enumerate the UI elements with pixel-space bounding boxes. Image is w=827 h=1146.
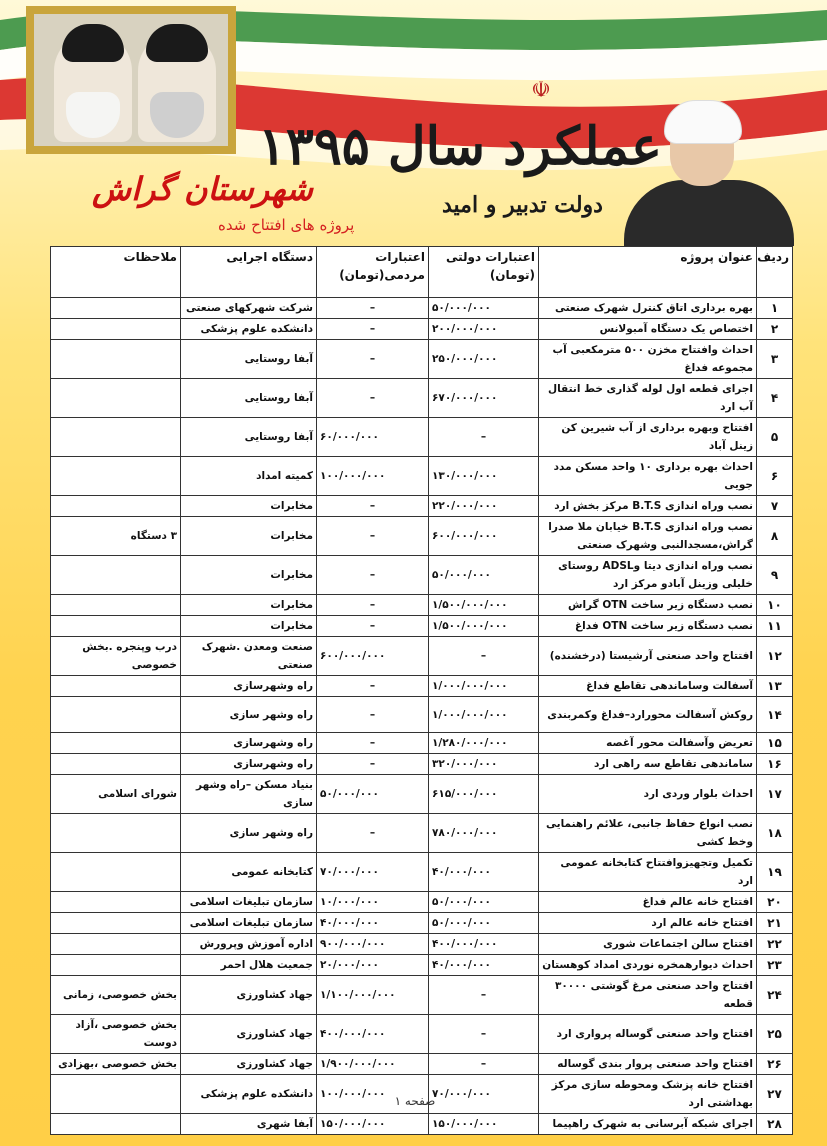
cell-public-credit: ۱/۹۰۰/۰۰۰/۰۰۰ xyxy=(317,1054,429,1075)
cell-gov-credit: – xyxy=(429,976,539,1015)
cell-row-number: ۱۰ xyxy=(757,595,793,616)
cell-gov-credit: – xyxy=(429,637,539,676)
government-slogan: دولت تدبیر و امید xyxy=(442,192,603,218)
table-row xyxy=(51,556,793,595)
cell-executor: راه وشهرسازی xyxy=(181,754,317,775)
cell-notes xyxy=(51,298,181,319)
cell-public-credit: – xyxy=(317,379,429,418)
cell-row-number: ۷ xyxy=(757,496,793,517)
cell-public-credit: ۱۵۰/۰۰۰/۰۰۰ xyxy=(317,1114,429,1135)
cell-project-title: افتتاح وبهره برداری از آب شیرین کن زینل آباد xyxy=(539,418,757,457)
cell-notes xyxy=(51,913,181,934)
cell-gov-credit: – xyxy=(429,1015,539,1054)
cell-row-number: ۱۷ xyxy=(757,775,793,814)
header-gov-credit: اعتبارات دولتی (تومان) xyxy=(429,247,539,298)
table-row xyxy=(51,298,793,319)
cell-executor: کمیته امداد xyxy=(181,457,317,496)
cell-executor: مخابرات xyxy=(181,556,317,595)
cell-notes xyxy=(51,1114,181,1135)
cell-notes: شورای اسلامی xyxy=(51,775,181,814)
leaders-portrait-frame xyxy=(26,6,236,154)
cell-project-title: تعریض وآسفالت محور آغصه xyxy=(539,733,757,754)
table-row xyxy=(51,976,793,1015)
projects-table xyxy=(50,246,793,1135)
cell-row-number: ۲۷ xyxy=(757,1075,793,1114)
table-row xyxy=(51,340,793,379)
cell-project-title: افتتاح خانه عالم فداغ xyxy=(539,892,757,913)
cell-project-title: ساماندهی تقاطع سه راهی ارد xyxy=(539,754,757,775)
cell-project-title: افتتاح خانه پزشک ومحوطه سازی مرکز بهداشتی ارد xyxy=(539,1075,757,1114)
cell-row-number: ۲۴ xyxy=(757,976,793,1015)
cell-public-credit: – xyxy=(317,340,429,379)
cell-project-title: نصب وراه اندازی B.T.S خیابان ملا صدرا گراش،مسجدالنبی وشهرک صنعتی xyxy=(539,517,757,556)
cell-row-number: ۲۱ xyxy=(757,913,793,934)
cell-public-credit: ۱۰/۰۰۰/۰۰۰ xyxy=(317,892,429,913)
table-row xyxy=(51,637,793,676)
cell-project-title: افتتاح واحد صنعتی آرشیستا (درخشنده) xyxy=(539,637,757,676)
cell-executor: مخابرات xyxy=(181,616,317,637)
table-row xyxy=(51,595,793,616)
cell-gov-credit: ۳۲۰/۰۰۰/۰۰۰ xyxy=(429,754,539,775)
cell-row-number: ۱۲ xyxy=(757,637,793,676)
cell-notes xyxy=(51,676,181,697)
cell-executor: آبفا شهری xyxy=(181,1114,317,1135)
cell-project-title: احداث دیوارهمخره نوردی امداد کوهستان xyxy=(539,955,757,976)
table-row xyxy=(51,892,793,913)
header-notes: ملاحظات xyxy=(51,247,181,298)
county-name: شهرستان گراش xyxy=(92,170,313,208)
cell-public-credit: ۱۰۰/۰۰۰/۰۰۰ xyxy=(317,1075,429,1114)
cell-executor: آبفا روستایی xyxy=(181,418,317,457)
cell-gov-credit: ۲۰۰/۰۰۰/۰۰۰ xyxy=(429,319,539,340)
cell-project-title: احداث بهره برداری ۱۰ واحد مسکن مدد جویی xyxy=(539,457,757,496)
cell-row-number: ۱۸ xyxy=(757,814,793,853)
cell-executor: سازمان تبلیغات اسلامی xyxy=(181,892,317,913)
cell-executor: جهاد کشاورزی xyxy=(181,976,317,1015)
table-row xyxy=(51,517,793,556)
cell-gov-credit: ۷۸۰/۰۰۰/۰۰۰ xyxy=(429,814,539,853)
cell-public-credit: – xyxy=(317,556,429,595)
table-row xyxy=(51,457,793,496)
cell-executor: مخابرات xyxy=(181,517,317,556)
cell-executor: دانشکده علوم پزشکی xyxy=(181,319,317,340)
cell-project-title: نصب دستگاه زیر ساخت OTN فداغ xyxy=(539,616,757,637)
cell-row-number: ۲۰ xyxy=(757,892,793,913)
cell-project-title: احداث وافتتاح مخزن ۵۰۰ مترمکعبی آب مجموعه فداغ xyxy=(539,340,757,379)
cell-executor: اداره آموزش وپرورش xyxy=(181,934,317,955)
cell-notes xyxy=(51,319,181,340)
table-row xyxy=(51,697,793,733)
table-row xyxy=(51,913,793,934)
cell-notes xyxy=(51,616,181,637)
page-title: عملکرد سال ۱۳۹۵ xyxy=(258,116,662,177)
cell-notes: بخش خصوصی ،آزاد دوست xyxy=(51,1015,181,1054)
cell-gov-credit: ۵۰/۰۰۰/۰۰۰ xyxy=(429,298,539,319)
cell-notes xyxy=(51,595,181,616)
cell-project-title: افتتاح خانه عالم ارد xyxy=(539,913,757,934)
cell-gov-credit: – xyxy=(429,1054,539,1075)
table-row xyxy=(51,1054,793,1075)
cell-gov-credit: ۲۵۰/۰۰۰/۰۰۰ xyxy=(429,340,539,379)
cell-executor: بنیاد مسکن –راه وشهر سازی xyxy=(181,775,317,814)
table-row xyxy=(51,934,793,955)
cell-executor: راه وشهر سازی xyxy=(181,814,317,853)
cell-executor: کتابخانه عمومی xyxy=(181,853,317,892)
cell-executor: راه وشهر سازی xyxy=(181,697,317,733)
cell-gov-credit: ۱/۵۰۰/۰۰۰/۰۰۰ xyxy=(429,616,539,637)
cell-gov-credit: ۷۰/۰۰۰/۰۰۰ xyxy=(429,1075,539,1114)
cell-executor: شرکت شهرکهای صنعتی xyxy=(181,298,317,319)
cell-public-credit: ۶۰/۰۰۰/۰۰۰ xyxy=(317,418,429,457)
table-row xyxy=(51,616,793,637)
cell-notes: بخش خصوصی، زمانی xyxy=(51,976,181,1015)
table-row xyxy=(51,418,793,457)
cell-notes xyxy=(51,733,181,754)
cell-gov-credit: ۵۰/۰۰۰/۰۰۰ xyxy=(429,892,539,913)
cell-notes: درب وپنجره .بخش خصوصی xyxy=(51,637,181,676)
cell-row-number: ۲۸ xyxy=(757,1114,793,1135)
cell-public-credit: – xyxy=(317,676,429,697)
cell-gov-credit: ۴۰/۰۰۰/۰۰۰ xyxy=(429,955,539,976)
cell-project-title: تکمیل وتجهیزوافتتاح کتابخانه عمومی ارد xyxy=(539,853,757,892)
cell-executor: جهاد کشاورزی xyxy=(181,1054,317,1075)
cell-notes xyxy=(51,556,181,595)
cell-row-number: ۵ xyxy=(757,418,793,457)
cell-project-title: افتتاح واحد صنعتی گوساله پرواری ارد xyxy=(539,1015,757,1054)
cell-row-number: ۱۹ xyxy=(757,853,793,892)
cell-row-number: ۲۵ xyxy=(757,1015,793,1054)
cell-public-credit: – xyxy=(317,517,429,556)
table-row xyxy=(51,379,793,418)
cell-row-number: ۲۳ xyxy=(757,955,793,976)
cell-public-credit: ۴۰/۰۰۰/۰۰۰ xyxy=(317,913,429,934)
table-row xyxy=(51,496,793,517)
cell-public-credit: ۴۰۰/۰۰۰/۰۰۰ xyxy=(317,1015,429,1054)
cell-notes xyxy=(51,379,181,418)
cell-gov-credit: ۵۰/۰۰۰/۰۰۰ xyxy=(429,913,539,934)
cell-public-credit: – xyxy=(317,319,429,340)
table-row xyxy=(51,676,793,697)
cell-gov-credit: ۱/۲۸۰/۰۰۰/۰۰۰ xyxy=(429,733,539,754)
cell-public-credit: ۱/۱۰۰/۰۰۰/۰۰۰ xyxy=(317,976,429,1015)
cell-project-title: نصب انواع حفاظ جانبی، علائم راهنمایی وخط کشی xyxy=(539,814,757,853)
cell-gov-credit: ۱/۵۰۰/۰۰۰/۰۰۰ xyxy=(429,595,539,616)
header-row-no: ردیف xyxy=(757,247,793,298)
cell-notes xyxy=(51,496,181,517)
cell-public-credit: – xyxy=(317,298,429,319)
table-row xyxy=(51,1114,793,1135)
table-row xyxy=(51,319,793,340)
cell-executor: سازمان تبلیغات اسلامی xyxy=(181,913,317,934)
cell-executor: راه وشهرسازی xyxy=(181,676,317,697)
cell-gov-credit: ۴۰۰/۰۰۰/۰۰۰ xyxy=(429,934,539,955)
cell-row-number: ۱۱ xyxy=(757,616,793,637)
cell-project-title: بهره برداری اتاق کنترل شهرک صنعتی xyxy=(539,298,757,319)
table-row xyxy=(51,733,793,754)
cell-row-number: ۲۲ xyxy=(757,934,793,955)
cell-public-credit: – xyxy=(317,616,429,637)
cell-public-credit: ۲۰/۰۰۰/۰۰۰ xyxy=(317,955,429,976)
table-row xyxy=(51,775,793,814)
cell-project-title: اجرای قطعه اول لوله گذاری خط انتقال آب ارد xyxy=(539,379,757,418)
table-row xyxy=(51,955,793,976)
cell-public-credit: ۷۰/۰۰۰/۰۰۰ xyxy=(317,853,429,892)
cell-gov-credit: ۵۰/۰۰۰/۰۰۰ xyxy=(429,556,539,595)
page-number: صفحه ۱ xyxy=(394,1094,436,1108)
iran-emblem-icon: ☫ xyxy=(531,78,551,103)
cell-gov-credit: ۶۰۰/۰۰۰/۰۰۰ xyxy=(429,517,539,556)
cell-project-title: نصب وراه اندازی دیتا وADSL روستای خلیلی وزینل آبادو مرکز ارد xyxy=(539,556,757,595)
cell-notes xyxy=(51,853,181,892)
cell-project-title: نصب دستگاه زیر ساخت OTN گراش xyxy=(539,595,757,616)
cell-project-title: آسفالت وساماندهی تقاطع فداغ xyxy=(539,676,757,697)
cell-project-title: افتتاح واحد صنعتی پروار بندی گوساله xyxy=(539,1054,757,1075)
cell-notes xyxy=(51,955,181,976)
cell-row-number: ۱۳ xyxy=(757,676,793,697)
cell-notes: بخش خصوصی ،بهزادی xyxy=(51,1054,181,1075)
table-row xyxy=(51,853,793,892)
cell-executor: جهاد کشاورزی xyxy=(181,1015,317,1054)
table-row xyxy=(51,754,793,775)
cell-public-credit: ۱۰۰/۰۰۰/۰۰۰ xyxy=(317,457,429,496)
cell-gov-credit: ۲۲۰/۰۰۰/۰۰۰ xyxy=(429,496,539,517)
cell-public-credit: – xyxy=(317,733,429,754)
cell-notes xyxy=(51,418,181,457)
cell-public-credit: – xyxy=(317,595,429,616)
table-row xyxy=(51,814,793,853)
cell-gov-credit: – xyxy=(429,418,539,457)
cell-row-number: ۲۶ xyxy=(757,1054,793,1075)
cell-row-number: ۱۴ xyxy=(757,697,793,733)
cell-row-number: ۸ xyxy=(757,517,793,556)
cell-gov-credit: ۱۵۰/۰۰۰/۰۰۰ xyxy=(429,1114,539,1135)
cell-notes xyxy=(51,340,181,379)
cell-project-title: افتتاح واحد صنعتی مرغ گوشتی ۳۰۰۰۰ قطعه xyxy=(539,976,757,1015)
cell-row-number: ۱ xyxy=(757,298,793,319)
cell-gov-credit: ۶۱۵/۰۰۰/۰۰۰ xyxy=(429,775,539,814)
cell-project-title: نصب وراه اندازی B.T.S مرکز بخش ارد xyxy=(539,496,757,517)
cell-public-credit: – xyxy=(317,814,429,853)
cell-row-number: ۱۶ xyxy=(757,754,793,775)
table-header-row xyxy=(51,247,793,298)
cell-project-title: اجرای شبکه آبرسانی به شهرک راهپیما xyxy=(539,1114,757,1135)
cell-public-credit: – xyxy=(317,496,429,517)
cell-executor: مخابرات xyxy=(181,496,317,517)
cell-public-credit: – xyxy=(317,697,429,733)
cell-project-title: افتتاح سالن اجتماعات شوری xyxy=(539,934,757,955)
cell-executor: آبفا روستایی xyxy=(181,379,317,418)
cell-gov-credit: ۱/۰۰۰/۰۰۰/۰۰۰ xyxy=(429,676,539,697)
cell-notes xyxy=(51,697,181,733)
cell-executor: راه وشهرسازی xyxy=(181,733,317,754)
cell-public-credit: – xyxy=(317,754,429,775)
cell-row-number: ۳ xyxy=(757,340,793,379)
table-row xyxy=(51,1015,793,1054)
cell-public-credit: ۵۰/۰۰۰/۰۰۰ xyxy=(317,775,429,814)
header-executor: دستگاه اجرایی xyxy=(181,247,317,298)
section-subtitle: پروژه های افتتاح شده xyxy=(218,216,355,234)
cell-executor: مخابرات xyxy=(181,595,317,616)
cell-notes xyxy=(51,1075,181,1114)
cell-project-title: روکش آسفالت محورارد–فداغ وکمربندی xyxy=(539,697,757,733)
cell-notes xyxy=(51,457,181,496)
cell-gov-credit: ۱/۰۰۰/۰۰۰/۰۰۰ xyxy=(429,697,539,733)
cell-row-number: ۱۵ xyxy=(757,733,793,754)
cell-executor: جمعیت هلال احمر xyxy=(181,955,317,976)
cell-gov-credit: ۶۷۰/۰۰۰/۰۰۰ xyxy=(429,379,539,418)
cell-row-number: ۴ xyxy=(757,379,793,418)
cell-public-credit: ۹۰۰/۰۰۰/۰۰۰ xyxy=(317,934,429,955)
cell-row-number: ۲ xyxy=(757,319,793,340)
cell-row-number: ۶ xyxy=(757,457,793,496)
cell-notes xyxy=(51,754,181,775)
cell-executor: دانشکده علوم پزشکی xyxy=(181,1075,317,1114)
cell-notes: ۳ دستگاه xyxy=(51,517,181,556)
cell-gov-credit: ۴۰/۰۰۰/۰۰۰ xyxy=(429,853,539,892)
cell-row-number: ۹ xyxy=(757,556,793,595)
cell-project-title: احداث بلوار وردی ارد xyxy=(539,775,757,814)
cell-executor: صنعت ومعدن .شهرک صنعتی xyxy=(181,637,317,676)
cell-notes xyxy=(51,814,181,853)
cell-gov-credit: ۱۳۰/۰۰۰/۰۰۰ xyxy=(429,457,539,496)
header-project-title: عنوان پروژه xyxy=(539,247,757,298)
header-public-credit: اعتبارات مردمی(تومان) xyxy=(317,247,429,298)
cell-notes xyxy=(51,934,181,955)
cell-notes xyxy=(51,892,181,913)
cell-public-credit: ۶۰۰/۰۰۰/۰۰۰ xyxy=(317,637,429,676)
cell-executor: آبفا روستایی xyxy=(181,340,317,379)
cell-project-title: اختصاص یک دستگاه آمبولانس xyxy=(539,319,757,340)
